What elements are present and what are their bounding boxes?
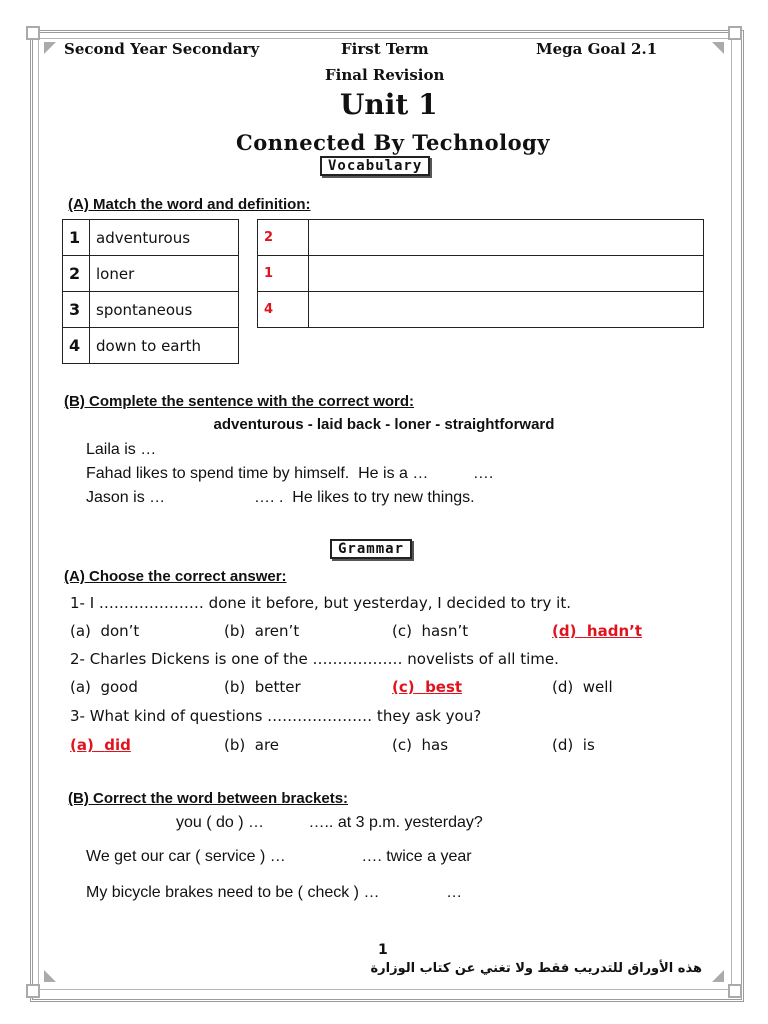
corner-triangle — [712, 970, 724, 982]
definition-cell — [309, 292, 704, 328]
option: (c) hasn’t — [392, 622, 469, 640]
grammar-badge: Grammar — [330, 539, 412, 559]
word-cell: loner — [90, 256, 239, 292]
word-cell: spontaneous — [90, 292, 239, 328]
option-correct: (a) did — [70, 736, 131, 754]
corner-triangle — [712, 42, 724, 54]
section-heading-choose: (A) Choose the correct answer: — [64, 568, 287, 585]
word-number: 3 — [63, 292, 90, 328]
header-grade: Second Year Secondary — [64, 40, 260, 58]
word-bank: adventurous - laid back - loner - straightforward — [213, 416, 555, 433]
unit-title: Unit 1 — [340, 88, 438, 121]
corner-ornament — [26, 984, 40, 998]
table-row — [63, 292, 239, 328]
corner-ornament — [26, 26, 40, 40]
definition-cell — [309, 220, 704, 256]
corner-triangle — [44, 42, 56, 54]
option: (b) aren’t — [224, 622, 300, 640]
sentence: Laila is … — [86, 441, 157, 458]
table-row — [258, 220, 704, 256]
table-row — [63, 220, 239, 256]
corner-triangle — [44, 970, 56, 982]
definition-cell — [309, 256, 704, 292]
table-row — [63, 256, 239, 292]
option: (a) good — [70, 678, 138, 696]
corner-ornament — [728, 984, 742, 998]
option: (a) don’t — [70, 622, 140, 640]
option: (d) well — [552, 678, 613, 696]
section-heading-complete: (B) Complete the sentence with the correct word: — [64, 393, 415, 410]
sentence: We get our car ( service ) … …. twice a year — [86, 848, 472, 865]
option: (b) better — [224, 678, 301, 696]
question: 1- I ………………… done it before, but yesterday, I decided to try it. — [70, 594, 571, 612]
header-term: First Term — [341, 40, 429, 58]
sentence: you ( do ) … ….. at 3 p.m. yesterday? — [176, 814, 483, 831]
section-heading-correct: (B) Correct the word between brackets: — [68, 790, 349, 807]
word-cell: adventurous — [90, 220, 239, 256]
word-table — [62, 219, 239, 364]
sentence: Fahad likes to spend time by himself. He is a … …. — [86, 465, 494, 482]
table-row — [258, 292, 704, 328]
option: (c) has — [392, 736, 449, 754]
word-cell: down to earth — [90, 328, 239, 364]
header-subtitle: Final Revision — [325, 66, 445, 84]
answer-cell: 4 — [258, 292, 309, 328]
question: 3- What kind of questions ………………… they ask you? — [70, 707, 482, 725]
definition-table — [257, 219, 704, 328]
option: (b) are — [224, 736, 280, 754]
table-row — [258, 256, 704, 292]
topic-title: Connected By Technology — [236, 130, 551, 155]
table-row — [63, 328, 239, 364]
word-number: 4 — [63, 328, 90, 364]
question: 2- Charles Dickens is one of the ……………… novelists of all time. — [70, 650, 559, 668]
header-book: Mega Goal 2.1 — [536, 40, 658, 58]
corner-ornament — [728, 26, 742, 40]
option-correct: (c) best — [392, 678, 463, 696]
vocabulary-badge: Vocabulary — [320, 156, 430, 176]
section-heading-match: (A) Match the word and definition: — [68, 196, 311, 213]
word-number: 1 — [63, 220, 90, 256]
word-number: 2 — [63, 256, 90, 292]
answer-cell: 2 — [258, 220, 309, 256]
answer-cell: 1 — [258, 256, 309, 292]
option-correct: (d) hadn’t — [552, 622, 642, 640]
arabic-footer-note: هذه الأوراق للتدريب فقط ولا تغني عن كتاب الوزارة — [370, 961, 702, 976]
sentence: My bicycle brakes need to be ( check ) … … — [86, 884, 463, 901]
page-number: 1 — [378, 942, 388, 958]
sentence: Jason is … …. . He likes to try new things. — [86, 489, 475, 506]
option: (d) is — [552, 736, 595, 754]
